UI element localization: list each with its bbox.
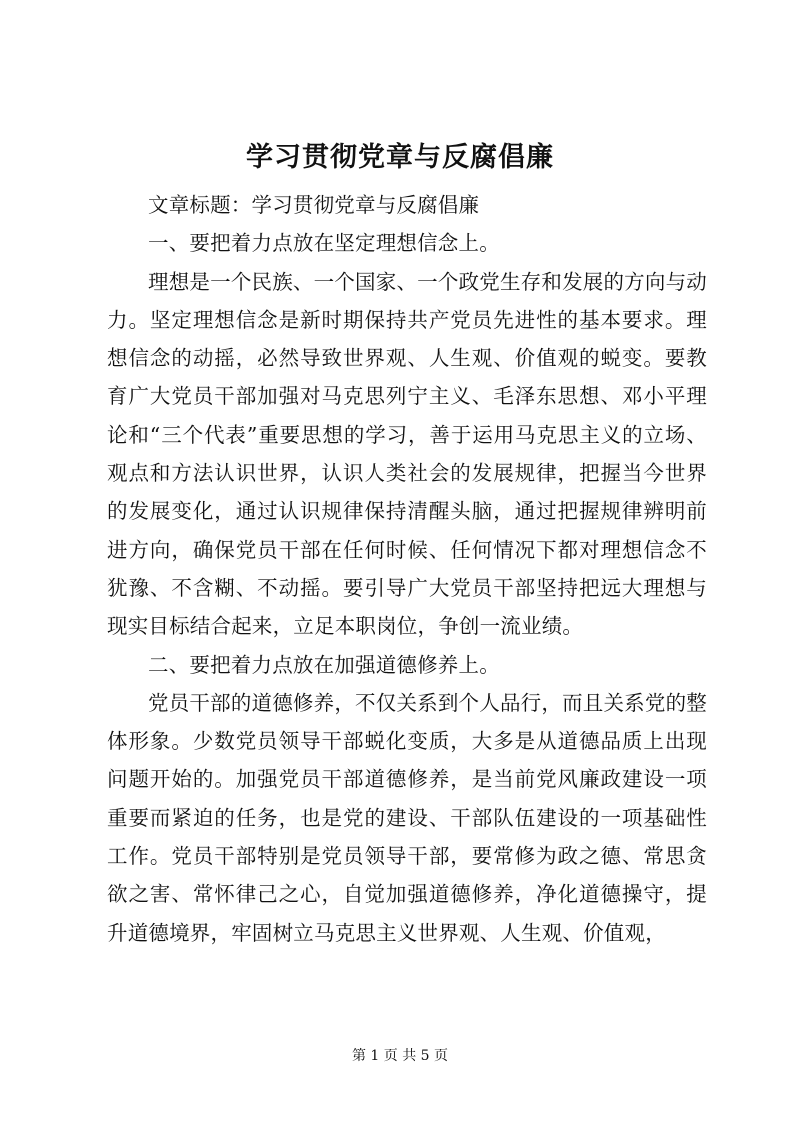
document-body bbox=[107, 186, 707, 952]
section-heading-2: 二、要把着力点放在加强道德修养上。 bbox=[148, 652, 500, 677]
page-footer bbox=[0, 1046, 800, 1066]
section-heading-1: 一、要把着力点放在坚定理想信念上。 bbox=[148, 231, 500, 256]
paragraph-morality: 党员干部的道德修养，不仅关系到个人品行，而且关系党的整体形象。少数党员领导干部蜕化变质，大多是从道德品质上出现问题开始的。加强党员干部道德修养，是当前党风廉政建设一项重要而紧迫的任务，也是党的建设、干部队伍建设的一项基础性工作。党员干部特别是党员领导干部，要常修为政之德、常思贪欲之害、常怀律己之心，自觉加强道德修养，净化道德操守，提升道德境界，牢固树立马克思主义世界观、人生观、价值观， bbox=[107, 690, 707, 945]
page-indicator: 第 1 页 共 5 页 bbox=[351, 1048, 449, 1064]
document-title: 学习贯彻党章与反腐倡廉 bbox=[246, 142, 554, 173]
paragraph-ideals: 理想是一个民族、一个国家、一个政党生存和发展的方向与动力。坚定理想信念是新时期保持共产党员先进性的基本要求。理想信念的动摇，必然导致世界观、人生观、价值观的蜕变。要教育广大党员干部加强对马克思列宁主义、毛泽东思想、邓小平理论和“三个代表”重要思想的学习，善于运用马克思主义的立场、观点和方法认识世界，认识人类社会的发展规律，把握当今世界的发展变化，通过认识规律保持清醒头脑，通过把握规律辨明前进方向，确保党员干部在任何时候、任何情况下都对理想信念不犹豫、不含糊、不动摇。要引导广大党员干部坚持把远大理想与现实目标结合起来，立足本职岗位，争创一流业绩。 bbox=[107, 269, 707, 639]
paragraph-article-title: 文章标题：学习贯彻党章与反腐倡廉 bbox=[148, 193, 480, 217]
